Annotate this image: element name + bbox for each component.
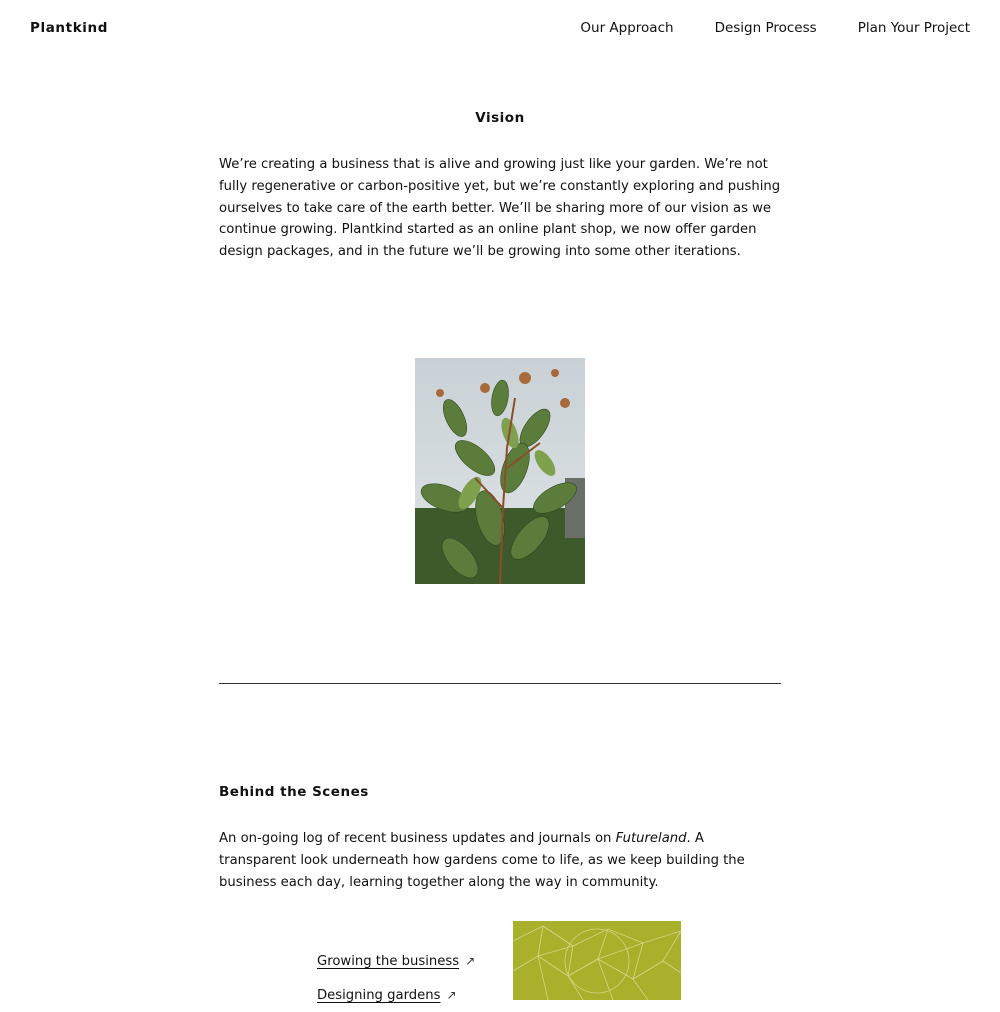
growing-the-business-link[interactable]: Growing the business: [317, 953, 460, 969]
journal-links: [317, 944, 475, 1012]
main-nav: [580, 20, 970, 36]
behind-the-scenes-paragraph: [219, 828, 784, 893]
brand-logo[interactable]: Plantkind: [30, 20, 108, 36]
journal-link-row: [317, 944, 475, 978]
journal-link-row: [317, 978, 475, 1012]
plant-photo: [415, 358, 585, 584]
nav-plan-your-project[interactable]: Plan Your Project: [857, 20, 970, 36]
behind-the-scenes-title: Behind the Scenes: [219, 784, 369, 800]
nav-our-approach[interactable]: Our Approach: [580, 20, 674, 36]
intro-text-before: An on-going log of recent business updates and journals on: [219, 831, 616, 846]
arrow-up-right-icon: ↗: [446, 988, 457, 1002]
intro-text-after: . A transparent look underneath how gardens come to life, as we keep building the business each day, learning together along the way in community.: [219, 831, 745, 890]
futureland-emphasis: Futureland: [615, 831, 687, 846]
journal-thumbnail[interactable]: [513, 921, 681, 1000]
section-divider: [219, 683, 781, 684]
vision-title: Vision: [475, 110, 525, 126]
vision-paragraph: We’re creating a business that is alive and growing just like your garden. We’re not fully regenerative or carbon-positive yet, but we’re constantly exploring and pushing ourselves to take care of the earth better. We’ll be sharing more of our vision as we continue growing. Plantkind started as an online plant shop, we now offer garden design packages, and in the future we’ll be growing into some other iterations.: [219, 157, 781, 260]
arrow-up-right-icon: ↗: [465, 954, 476, 968]
nav-design-process[interactable]: Design Process: [714, 20, 817, 36]
designing-gardens-link[interactable]: Designing gardens: [317, 987, 441, 1003]
